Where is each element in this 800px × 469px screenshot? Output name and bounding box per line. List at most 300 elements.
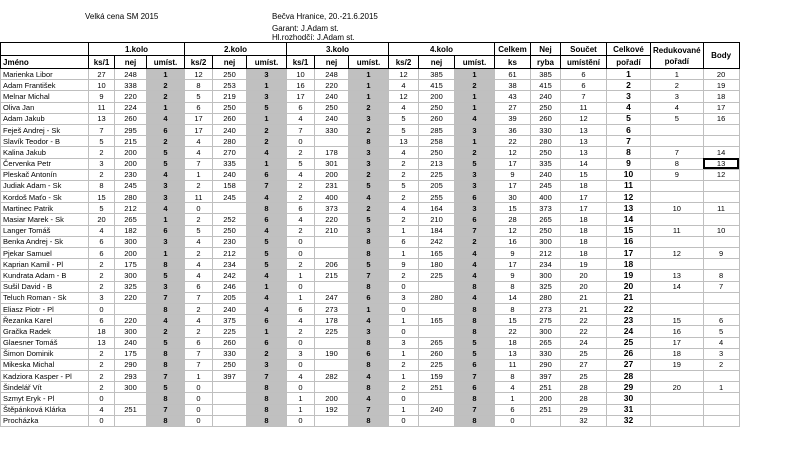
table-cell[interactable]: 215 xyxy=(315,270,349,281)
table-cell[interactable]: 1 xyxy=(147,102,185,113)
table-cell[interactable]: 1 xyxy=(147,214,185,225)
table-cell[interactable]: 5 xyxy=(607,113,651,124)
table-cell[interactable]: 280 xyxy=(531,292,561,303)
table-cell[interactable]: 205 xyxy=(419,180,455,191)
table-cell[interactable]: 8 xyxy=(455,415,495,426)
table-cell[interactable]: 16 xyxy=(703,113,739,124)
table-cell[interactable] xyxy=(651,124,704,135)
table-cell[interactable]: 7 xyxy=(147,292,185,303)
competitor-name-cell[interactable]: Martinec Patrik xyxy=(1,203,89,214)
table-cell[interactable]: 12 xyxy=(607,192,651,203)
table-cell[interactable] xyxy=(315,337,349,348)
table-cell[interactable] xyxy=(419,393,455,404)
table-cell[interactable]: 18 xyxy=(561,225,607,236)
table-cell[interactable]: 165 xyxy=(419,315,455,326)
table-cell[interactable]: 28 xyxy=(561,382,607,393)
table-cell[interactable]: 19 xyxy=(607,270,651,281)
table-cell[interactable]: 4 xyxy=(89,404,115,415)
table-cell[interactable]: 8 xyxy=(247,203,287,214)
table-cell[interactable]: 4 xyxy=(287,169,315,180)
table-cell[interactable]: 0 xyxy=(287,415,315,426)
table-cell[interactable]: 5 xyxy=(247,102,287,113)
table-cell[interactable]: 4 xyxy=(287,371,315,382)
table-cell[interactable]: 7 xyxy=(349,270,389,281)
table-cell[interactable]: 0 xyxy=(389,281,419,292)
table-cell[interactable]: 301 xyxy=(315,158,349,169)
table-cell[interactable]: 29 xyxy=(607,382,651,393)
table-cell[interactable]: 8 xyxy=(349,281,389,292)
table-cell[interactable]: 3 xyxy=(389,337,419,348)
table-cell[interactable]: 240 xyxy=(531,91,561,102)
table-cell[interactable]: 4 xyxy=(247,225,287,236)
table-cell[interactable]: 251 xyxy=(531,404,561,415)
table-cell[interactable]: 1 xyxy=(349,80,389,91)
table-cell[interactable]: 13 xyxy=(561,147,607,158)
table-cell[interactable]: 18 xyxy=(607,259,651,270)
competitor-name-cell[interactable]: Langer Tomáš xyxy=(1,225,89,236)
table-cell[interactable]: 1 xyxy=(287,393,315,404)
table-cell[interactable] xyxy=(651,393,704,404)
competitor-name-cell[interactable]: Gračka Radek xyxy=(1,326,89,337)
table-cell[interactable]: 2 xyxy=(185,214,213,225)
table-cell[interactable]: 25 xyxy=(607,337,651,348)
table-cell[interactable]: 248 xyxy=(315,69,349,80)
table-cell[interactable] xyxy=(651,303,704,314)
table-cell[interactable]: 5 xyxy=(89,203,115,214)
table-cell[interactable]: 17 xyxy=(651,337,704,348)
table-cell[interactable]: 335 xyxy=(213,158,247,169)
table-cell[interactable]: 28 xyxy=(607,371,651,382)
table-cell[interactable]: 0 xyxy=(185,203,213,214)
table-cell[interactable]: 8 xyxy=(349,415,389,426)
table-cell[interactable]: 14 xyxy=(607,214,651,225)
table-cell[interactable] xyxy=(213,382,247,393)
table-cell[interactable]: 2 xyxy=(389,270,419,281)
table-cell[interactable] xyxy=(703,192,739,203)
table-cell[interactable]: 0 xyxy=(389,303,419,314)
table-cell[interactable]: 4 xyxy=(185,236,213,247)
table-cell[interactable]: 1 xyxy=(455,91,495,102)
table-cell[interactable]: 1 xyxy=(349,91,389,102)
table-cell[interactable]: 2 xyxy=(247,136,287,147)
table-cell[interactable]: 2 xyxy=(389,214,419,225)
table-cell[interactable]: 15 xyxy=(89,192,115,203)
table-cell[interactable]: 0 xyxy=(287,236,315,247)
table-cell[interactable]: 13 xyxy=(89,113,115,124)
table-cell[interactable]: 12 xyxy=(389,69,419,80)
table-cell[interactable]: 6 xyxy=(147,225,185,236)
table-cell[interactable]: 242 xyxy=(213,270,247,281)
table-cell[interactable] xyxy=(315,382,349,393)
table-cell[interactable]: 250 xyxy=(531,225,561,236)
table-cell[interactable]: 2 xyxy=(349,203,389,214)
table-cell[interactable]: 200 xyxy=(531,393,561,404)
table-cell[interactable]: 2 xyxy=(287,326,315,337)
table-cell[interactable]: 335 xyxy=(531,158,561,169)
table-cell[interactable]: 1 xyxy=(247,113,287,124)
table-cell[interactable] xyxy=(651,404,704,415)
table-cell[interactable]: 22 xyxy=(561,326,607,337)
table-cell[interactable]: 6 xyxy=(247,337,287,348)
table-cell[interactable]: 300 xyxy=(115,270,147,281)
table-cell[interactable]: 330 xyxy=(213,348,247,359)
competitor-name-cell[interactable]: Feješ Andrej - Sk xyxy=(1,124,89,135)
table-cell[interactable] xyxy=(213,203,247,214)
table-cell[interactable]: 220 xyxy=(315,80,349,91)
table-cell[interactable]: 270 xyxy=(213,147,247,158)
table-cell[interactable]: 200 xyxy=(115,248,147,259)
competitor-name-cell[interactable]: Sušil David - B xyxy=(1,281,89,292)
competitor-name-cell[interactable]: Červenka Petr xyxy=(1,158,89,169)
competitor-name-cell[interactable]: Melnar Michal xyxy=(1,91,89,102)
table-cell[interactable]: 18 xyxy=(561,236,607,247)
table-cell[interactable]: 250 xyxy=(213,225,247,236)
table-cell[interactable]: 4 xyxy=(455,248,495,259)
table-cell[interactable]: 17 xyxy=(495,158,531,169)
table-cell[interactable]: 3 xyxy=(455,169,495,180)
table-cell[interactable]: 240 xyxy=(213,169,247,180)
table-cell[interactable]: 6 xyxy=(455,192,495,203)
table-cell[interactable]: 9 xyxy=(89,91,115,102)
table-cell[interactable]: 250 xyxy=(315,102,349,113)
table-cell[interactable] xyxy=(419,326,455,337)
table-cell[interactable]: 220 xyxy=(115,91,147,102)
table-cell[interactable]: 4 xyxy=(349,371,389,382)
table-cell[interactable]: 11 xyxy=(651,225,704,236)
table-cell[interactable]: 5 xyxy=(389,180,419,191)
table-cell[interactable]: 0 xyxy=(287,136,315,147)
table-cell[interactable]: 10 xyxy=(607,169,651,180)
table-cell[interactable]: 7 xyxy=(185,292,213,303)
table-cell[interactable]: 6 xyxy=(147,124,185,135)
table-cell[interactable]: 8 xyxy=(147,303,185,314)
table-cell[interactable]: 4 xyxy=(185,315,213,326)
table-cell[interactable]: 7 xyxy=(455,404,495,415)
table-cell[interactable]: 220 xyxy=(315,214,349,225)
table-cell[interactable]: 205 xyxy=(213,292,247,303)
table-cell[interactable]: 250 xyxy=(213,359,247,370)
table-cell[interactable] xyxy=(419,303,455,314)
table-cell[interactable]: 175 xyxy=(115,259,147,270)
table-cell[interactable]: 22 xyxy=(607,303,651,314)
table-cell[interactable]: 8 xyxy=(89,180,115,191)
table-cell[interactable]: 22 xyxy=(495,326,531,337)
table-cell[interactable]: 1 xyxy=(147,248,185,259)
table-cell[interactable]: 290 xyxy=(115,359,147,370)
table-cell[interactable]: 2 xyxy=(703,359,739,370)
table-cell[interactable]: 13 xyxy=(495,348,531,359)
table-cell[interactable]: 5 xyxy=(455,337,495,348)
table-cell[interactable]: 159 xyxy=(419,371,455,382)
table-cell[interactable]: 18 xyxy=(703,91,739,102)
table-cell[interactable]: 3 xyxy=(89,292,115,303)
table-cell[interactable]: 2 xyxy=(389,192,419,203)
table-cell[interactable]: 4 xyxy=(185,147,213,158)
table-cell[interactable]: 5 xyxy=(349,214,389,225)
table-cell[interactable]: 4 xyxy=(455,259,495,270)
table-cell[interactable]: 15 xyxy=(495,203,531,214)
table-cell[interactable]: 8 xyxy=(349,382,389,393)
table-cell[interactable]: 219 xyxy=(213,91,247,102)
table-cell[interactable]: 275 xyxy=(531,315,561,326)
table-cell[interactable]: 373 xyxy=(531,203,561,214)
table-cell[interactable]: 1 xyxy=(287,270,315,281)
table-cell[interactable]: 12 xyxy=(389,91,419,102)
table-cell[interactable]: 13 xyxy=(703,158,739,169)
table-cell[interactable]: 2 xyxy=(287,147,315,158)
table-cell[interactable]: 3 xyxy=(147,236,185,247)
table-cell[interactable]: 6 xyxy=(349,292,389,303)
table-cell[interactable]: 2 xyxy=(147,80,185,91)
table-cell[interactable]: 9 xyxy=(703,248,739,259)
table-cell[interactable]: 13 xyxy=(651,270,704,281)
table-cell[interactable]: 3 xyxy=(651,91,704,102)
table-cell[interactable] xyxy=(315,136,349,147)
table-cell[interactable]: 285 xyxy=(419,124,455,135)
table-cell[interactable] xyxy=(703,136,739,147)
table-cell[interactable]: 2 xyxy=(89,382,115,393)
table-cell[interactable]: 2 xyxy=(147,326,185,337)
table-cell[interactable]: 36 xyxy=(495,124,531,135)
table-cell[interactable]: 3 xyxy=(455,124,495,135)
table-cell[interactable]: 2 xyxy=(287,192,315,203)
table-cell[interactable]: 200 xyxy=(115,147,147,158)
table-cell[interactable]: 17 xyxy=(607,248,651,259)
table-cell[interactable]: 6 xyxy=(247,315,287,326)
table-cell[interactable]: 3 xyxy=(147,180,185,191)
table-cell[interactable]: 12 xyxy=(651,248,704,259)
table-cell[interactable]: 4 xyxy=(147,169,185,180)
table-cell[interactable]: 15 xyxy=(495,315,531,326)
table-cell[interactable]: 18 xyxy=(495,337,531,348)
table-cell[interactable] xyxy=(213,393,247,404)
table-cell[interactable]: 251 xyxy=(531,382,561,393)
table-cell[interactable] xyxy=(315,248,349,259)
table-cell[interactable] xyxy=(115,415,147,426)
table-cell[interactable]: 3 xyxy=(247,91,287,102)
table-cell[interactable]: 8 xyxy=(349,236,389,247)
table-cell[interactable]: 5 xyxy=(349,180,389,191)
table-cell[interactable]: 5 xyxy=(651,113,704,124)
table-cell[interactable]: 6 xyxy=(247,214,287,225)
table-cell[interactable]: 9 xyxy=(651,169,704,180)
table-cell[interactable]: 20 xyxy=(651,382,704,393)
table-cell[interactable]: 250 xyxy=(531,102,561,113)
table-cell[interactable]: 4 xyxy=(607,102,651,113)
table-cell[interactable]: 280 xyxy=(419,292,455,303)
table-cell[interactable]: 240 xyxy=(315,113,349,124)
table-cell[interactable]: 1 xyxy=(651,69,704,80)
table-cell[interactable]: 5 xyxy=(703,326,739,337)
table-cell[interactable] xyxy=(651,292,704,303)
table-cell[interactable]: 5 xyxy=(247,236,287,247)
table-cell[interactable]: 225 xyxy=(419,169,455,180)
table-cell[interactable]: 0 xyxy=(185,393,213,404)
table-cell[interactable]: 190 xyxy=(315,348,349,359)
table-cell[interactable]: 2 xyxy=(89,359,115,370)
table-cell[interactable]: 8 xyxy=(147,348,185,359)
table-cell[interactable]: 206 xyxy=(315,259,349,270)
table-cell[interactable]: 15 xyxy=(651,315,704,326)
table-cell[interactable]: 175 xyxy=(115,348,147,359)
table-cell[interactable]: 213 xyxy=(419,158,455,169)
table-cell[interactable]: 184 xyxy=(419,225,455,236)
table-cell[interactable]: 0 xyxy=(89,415,115,426)
table-cell[interactable]: 2 xyxy=(89,169,115,180)
table-cell[interactable]: 11 xyxy=(561,102,607,113)
table-cell[interactable]: 4 xyxy=(287,315,315,326)
table-cell[interactable]: 7 xyxy=(287,124,315,135)
table-cell[interactable]: 8 xyxy=(495,303,531,314)
table-cell[interactable]: 6 xyxy=(185,337,213,348)
table-cell[interactable]: 17 xyxy=(703,102,739,113)
table-cell[interactable]: 6 xyxy=(703,315,739,326)
table-cell[interactable]: 24 xyxy=(561,337,607,348)
table-cell[interactable]: 234 xyxy=(213,259,247,270)
table-cell[interactable]: 9 xyxy=(495,270,531,281)
table-cell[interactable]: 20 xyxy=(561,270,607,281)
table-cell[interactable]: 22 xyxy=(495,136,531,147)
table-cell[interactable]: 2 xyxy=(389,382,419,393)
table-cell[interactable]: 7 xyxy=(455,371,495,382)
table-cell[interactable]: 400 xyxy=(531,192,561,203)
table-cell[interactable]: 1 xyxy=(455,136,495,147)
table-cell[interactable]: 2 xyxy=(455,236,495,247)
table-cell[interactable]: 330 xyxy=(531,124,561,135)
table-cell[interactable]: 300 xyxy=(115,236,147,247)
table-cell[interactable]: 2 xyxy=(247,124,287,135)
table-cell[interactable]: 6 xyxy=(607,124,651,135)
table-cell[interactable]: 1 xyxy=(495,393,531,404)
table-cell[interactable]: 220 xyxy=(115,315,147,326)
competitor-name-cell[interactable]: Šindelář Vít xyxy=(1,382,89,393)
competitor-name-cell[interactable]: Adam Jakub xyxy=(1,113,89,124)
table-cell[interactable]: 3 xyxy=(349,158,389,169)
table-cell[interactable]: 242 xyxy=(419,236,455,247)
table-cell[interactable]: 26 xyxy=(607,348,651,359)
table-cell[interactable]: 2 xyxy=(89,281,115,292)
table-cell[interactable]: 300 xyxy=(115,382,147,393)
table-cell[interactable] xyxy=(315,415,349,426)
table-cell[interactable]: 247 xyxy=(315,292,349,303)
table-cell[interactable] xyxy=(703,303,739,314)
table-cell[interactable]: 385 xyxy=(419,69,455,80)
table-cell[interactable]: 280 xyxy=(115,192,147,203)
table-cell[interactable]: 212 xyxy=(115,203,147,214)
table-cell[interactable]: 8 xyxy=(455,393,495,404)
table-cell[interactable]: 2 xyxy=(349,124,389,135)
table-cell[interactable]: 12 xyxy=(185,69,213,80)
table-cell[interactable]: 5 xyxy=(147,147,185,158)
table-cell[interactable]: 245 xyxy=(531,180,561,191)
table-cell[interactable]: 13 xyxy=(561,124,607,135)
table-cell[interactable]: 18 xyxy=(561,214,607,225)
table-cell[interactable]: 30 xyxy=(495,192,531,203)
table-cell[interactable]: 225 xyxy=(315,326,349,337)
table-cell[interactable]: 8 xyxy=(455,326,495,337)
table-cell[interactable]: 6 xyxy=(349,348,389,359)
table-cell[interactable]: 6 xyxy=(561,80,607,91)
table-cell[interactable]: 7 xyxy=(349,404,389,415)
table-cell[interactable]: 24 xyxy=(607,326,651,337)
table-cell[interactable] xyxy=(531,415,561,426)
table-cell[interactable]: 4 xyxy=(147,113,185,124)
table-cell[interactable]: 5 xyxy=(389,113,419,124)
table-cell[interactable]: 273 xyxy=(315,303,349,314)
table-cell[interactable]: 250 xyxy=(419,147,455,158)
table-cell[interactable]: 7 xyxy=(651,147,704,158)
table-cell[interactable] xyxy=(703,124,739,135)
table-cell[interactable]: 10 xyxy=(651,203,704,214)
table-cell[interactable]: 1 xyxy=(247,80,287,91)
table-cell[interactable]: 200 xyxy=(419,91,455,102)
table-cell[interactable]: 6 xyxy=(89,315,115,326)
table-cell[interactable]: 6 xyxy=(287,102,315,113)
table-cell[interactable]: 325 xyxy=(531,281,561,292)
table-cell[interactable]: 300 xyxy=(115,326,147,337)
table-cell[interactable]: 13 xyxy=(89,337,115,348)
table-cell[interactable]: 8 xyxy=(247,415,287,426)
table-cell[interactable]: 5 xyxy=(287,158,315,169)
table-cell[interactable]: 2 xyxy=(349,169,389,180)
table-cell[interactable]: 8 xyxy=(607,147,651,158)
table-cell[interactable]: 1 xyxy=(287,404,315,415)
table-cell[interactable]: 4 xyxy=(389,80,419,91)
table-cell[interactable]: 0 xyxy=(287,337,315,348)
table-cell[interactable]: 5 xyxy=(147,270,185,281)
table-cell[interactable]: 225 xyxy=(419,270,455,281)
table-cell[interactable]: 4 xyxy=(247,147,287,158)
table-cell[interactable]: 4 xyxy=(455,113,495,124)
table-cell[interactable]: 5 xyxy=(147,158,185,169)
table-cell[interactable]: 5 xyxy=(147,337,185,348)
table-cell[interactable]: 7 xyxy=(185,359,213,370)
table-cell[interactable] xyxy=(651,259,704,270)
table-cell[interactable]: 4 xyxy=(185,259,213,270)
table-cell[interactable]: 2 xyxy=(349,102,389,113)
table-cell[interactable]: 8 xyxy=(703,270,739,281)
table-cell[interactable]: 6 xyxy=(185,281,213,292)
competitor-name-cell[interactable]: Pleskač Antonín xyxy=(1,169,89,180)
table-cell[interactable]: 5 xyxy=(147,382,185,393)
table-cell[interactable]: 28 xyxy=(495,214,531,225)
table-cell[interactable]: 32 xyxy=(607,415,651,426)
competitor-name-cell[interactable]: Marienka Libor xyxy=(1,69,89,80)
table-cell[interactable]: 18 xyxy=(561,248,607,259)
table-cell[interactable] xyxy=(651,415,704,426)
competitor-name-cell[interactable]: Benka Andrej - Sk xyxy=(1,236,89,247)
table-cell[interactable]: 200 xyxy=(115,158,147,169)
table-cell[interactable]: 12 xyxy=(703,169,739,180)
table-cell[interactable]: 415 xyxy=(531,80,561,91)
competitor-name-cell[interactable]: Šimon Dominik xyxy=(1,348,89,359)
table-cell[interactable]: 3 xyxy=(247,359,287,370)
table-cell[interactable]: 0 xyxy=(389,415,419,426)
table-cell[interactable]: 14 xyxy=(495,292,531,303)
table-cell[interactable]: 2 xyxy=(89,259,115,270)
table-cell[interactable] xyxy=(651,236,704,247)
table-cell[interactable]: 2 xyxy=(147,91,185,102)
table-cell[interactable]: 8 xyxy=(349,136,389,147)
table-cell[interactable]: 0 xyxy=(89,393,115,404)
table-cell[interactable]: 1 xyxy=(349,303,389,314)
table-cell[interactable]: 250 xyxy=(213,69,247,80)
competitor-name-cell[interactable]: Glaesner Tomáš xyxy=(1,337,89,348)
table-cell[interactable]: 0 xyxy=(185,415,213,426)
table-cell[interactable]: 225 xyxy=(419,359,455,370)
table-cell[interactable]: 338 xyxy=(115,80,147,91)
table-cell[interactable]: 6 xyxy=(247,169,287,180)
